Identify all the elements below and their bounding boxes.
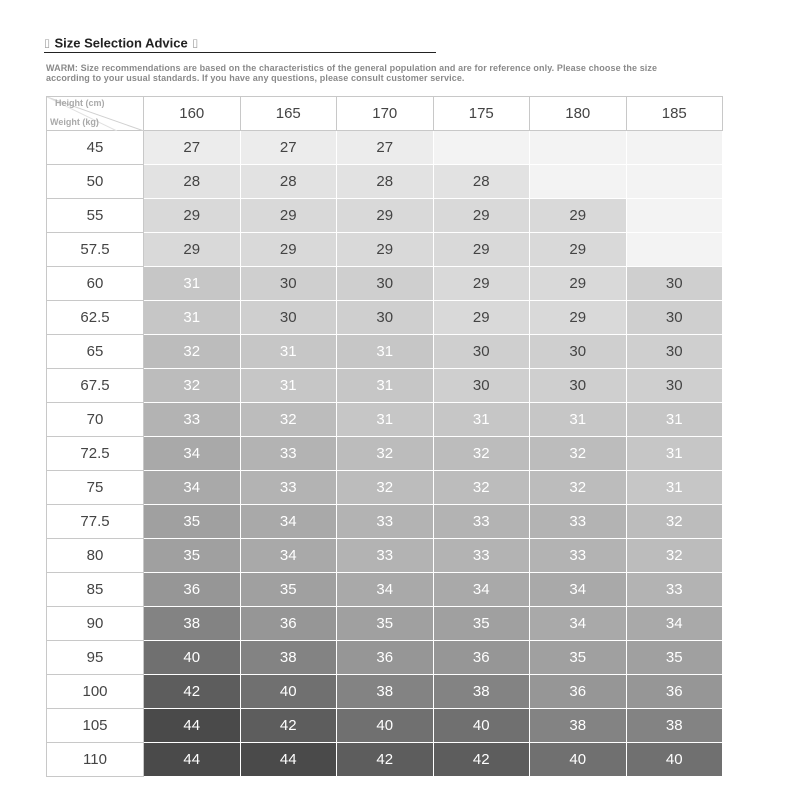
size-cell: 40 <box>144 641 241 675</box>
size-cell: 29 <box>144 199 241 233</box>
size-cell: 30 <box>337 267 434 301</box>
height-column-header: 170 <box>337 97 434 131</box>
size-cell: 30 <box>433 369 530 403</box>
size-cell: 38 <box>337 675 434 709</box>
weight-row-header: 75 <box>47 471 144 505</box>
size-cell: 32 <box>144 369 241 403</box>
corner-header-cell <box>47 97 144 131</box>
size-cell: 42 <box>240 709 337 743</box>
size-cell: 33 <box>144 403 241 437</box>
size-cell: 32 <box>626 539 723 573</box>
warning-notice: WARM: Size recommendations are based on the characteristics of the general population and are for reference only. Please choose the size according to your usual standards. If you have any questions, please consult customer service. <box>46 63 658 83</box>
weight-row-header: 55 <box>47 199 144 233</box>
size-cell: 34 <box>337 573 434 607</box>
size-cell: 40 <box>433 709 530 743</box>
size-cell: 32 <box>530 471 627 505</box>
size-cell: 32 <box>433 471 530 505</box>
size-cell: 31 <box>337 403 434 437</box>
height-column-header: 175 <box>433 97 530 131</box>
weight-row-header: 50 <box>47 165 144 199</box>
size-cell: 29 <box>530 199 627 233</box>
size-cell: 30 <box>433 335 530 369</box>
size-cell: 34 <box>240 539 337 573</box>
size-cell: 35 <box>240 573 337 607</box>
weight-axis-label: Weight (kg) <box>50 117 99 127</box>
height-column-header: 160 <box>144 97 241 131</box>
size-cell: 42 <box>433 743 530 777</box>
size-cell <box>626 199 723 233</box>
size-cell: 34 <box>433 573 530 607</box>
table-row <box>47 573 723 607</box>
size-cell: 33 <box>240 471 337 505</box>
weight-row-header: 85 <box>47 573 144 607</box>
table-row <box>47 607 723 641</box>
size-cell: 44 <box>144 709 241 743</box>
weight-row-header: 95 <box>47 641 144 675</box>
size-cell: 34 <box>144 471 241 505</box>
table-row <box>47 199 723 233</box>
size-cell: 27 <box>337 131 434 165</box>
table-row <box>47 335 723 369</box>
size-cell: 30 <box>337 301 434 335</box>
weight-row-header: 77.5 <box>47 505 144 539</box>
size-cell: 32 <box>144 335 241 369</box>
height-column-header: 180 <box>530 97 627 131</box>
size-cell: 38 <box>530 709 627 743</box>
size-cell: 33 <box>433 539 530 573</box>
size-cell: 34 <box>530 573 627 607</box>
table-row <box>47 233 723 267</box>
table-row <box>47 165 723 199</box>
weight-row-header: 62.5 <box>47 301 144 335</box>
size-cell: 44 <box>144 743 241 777</box>
size-cell: 29 <box>433 233 530 267</box>
size-cell: 32 <box>337 437 434 471</box>
size-cell: 42 <box>144 675 241 709</box>
size-cell: 35 <box>530 641 627 675</box>
size-cell: 40 <box>626 743 723 777</box>
size-cell: 34 <box>530 607 627 641</box>
size-cell: 29 <box>337 199 434 233</box>
size-cell: 31 <box>626 471 723 505</box>
size-cell: 29 <box>337 233 434 267</box>
size-cell: 31 <box>530 403 627 437</box>
size-advice-header <box>44 34 436 53</box>
size-cell: 42 <box>337 743 434 777</box>
table-row <box>47 403 723 437</box>
size-cell: 29 <box>530 301 627 335</box>
size-cell: 38 <box>240 641 337 675</box>
size-cell: 29 <box>530 233 627 267</box>
size-cell: 30 <box>626 335 723 369</box>
table-row <box>47 675 723 709</box>
table-row <box>47 369 723 403</box>
size-cell: 33 <box>626 573 723 607</box>
table-row <box>47 641 723 675</box>
size-cell: 29 <box>144 233 241 267</box>
table-row <box>47 505 723 539</box>
weight-row-header: 65 <box>47 335 144 369</box>
size-cell: 36 <box>337 641 434 675</box>
size-cell: 30 <box>240 267 337 301</box>
weight-row-header: 70 <box>47 403 144 437</box>
size-cell: 36 <box>240 607 337 641</box>
size-cell: 36 <box>144 573 241 607</box>
size-cell <box>626 131 723 165</box>
weight-row-header: 110 <box>47 743 144 777</box>
size-cell: 38 <box>433 675 530 709</box>
height-column-header: 165 <box>240 97 337 131</box>
size-cell <box>626 165 723 199</box>
size-cell: 40 <box>530 743 627 777</box>
table-row <box>47 131 723 165</box>
size-cell: 29 <box>433 199 530 233</box>
size-cell: 31 <box>433 403 530 437</box>
size-cell: 30 <box>626 267 723 301</box>
weight-row-header: 57.5 <box>47 233 144 267</box>
size-cell: 28 <box>337 165 434 199</box>
size-cell: 35 <box>626 641 723 675</box>
weight-row-header: 90 <box>47 607 144 641</box>
size-cell: 38 <box>144 607 241 641</box>
size-cell: 33 <box>530 505 627 539</box>
size-cell: 31 <box>144 301 241 335</box>
size-cell: 31 <box>144 267 241 301</box>
size-cell: 30 <box>530 335 627 369</box>
table-row <box>47 471 723 505</box>
size-cell: 28 <box>144 165 241 199</box>
page-title: Size Selection Advice <box>54 35 188 51</box>
table-row <box>47 539 723 573</box>
size-cell: 32 <box>433 437 530 471</box>
size-cell: 30 <box>240 301 337 335</box>
weight-row-header: 60 <box>47 267 144 301</box>
size-cell: 35 <box>337 607 434 641</box>
size-cell: 27 <box>144 131 241 165</box>
size-cell: 40 <box>337 709 434 743</box>
height-axis-label: Height (cm) <box>55 98 105 108</box>
table-row <box>47 437 723 471</box>
size-cell: 35 <box>144 539 241 573</box>
size-cell: 33 <box>530 539 627 573</box>
size-cell: 34 <box>144 437 241 471</box>
weight-row-header: 105 <box>47 709 144 743</box>
size-cell: 31 <box>337 335 434 369</box>
size-cell: 33 <box>240 437 337 471</box>
size-cell: 40 <box>240 675 337 709</box>
weight-row-header: 80 <box>47 539 144 573</box>
size-cell: 33 <box>433 505 530 539</box>
size-cell: 30 <box>626 301 723 335</box>
table-row <box>47 301 723 335</box>
size-cell: 29 <box>433 301 530 335</box>
size-cell: 44 <box>240 743 337 777</box>
size-cell: 38 <box>626 709 723 743</box>
size-cell: 27 <box>240 131 337 165</box>
size-cell: 28 <box>433 165 530 199</box>
size-cell: 29 <box>240 199 337 233</box>
bracket-right-glyph: ▯ <box>192 37 199 50</box>
size-cell: 36 <box>626 675 723 709</box>
weight-row-header: 72.5 <box>47 437 144 471</box>
size-cell: 28 <box>240 165 337 199</box>
weight-row-header: 100 <box>47 675 144 709</box>
size-chart-body <box>47 131 723 777</box>
size-cell: 32 <box>530 437 627 471</box>
size-cell: 34 <box>626 607 723 641</box>
height-column-header: 185 <box>626 97 723 131</box>
size-cell: 31 <box>240 335 337 369</box>
size-cell <box>626 233 723 267</box>
size-cell: 31 <box>337 369 434 403</box>
size-cell <box>530 131 627 165</box>
size-cell: 34 <box>240 505 337 539</box>
size-cell: 36 <box>433 641 530 675</box>
size-cell: 30 <box>626 369 723 403</box>
size-cell <box>530 165 627 199</box>
size-cell: 36 <box>530 675 627 709</box>
size-cell <box>433 131 530 165</box>
size-cell: 29 <box>433 267 530 301</box>
size-cell: 33 <box>337 505 434 539</box>
table-row <box>47 267 723 301</box>
size-cell: 31 <box>240 369 337 403</box>
table-row <box>47 709 723 743</box>
table-row <box>47 743 723 777</box>
size-cell: 33 <box>337 539 434 573</box>
size-chart-table <box>46 96 723 777</box>
weight-row-header: 67.5 <box>47 369 144 403</box>
weight-row-header: 45 <box>47 131 144 165</box>
size-cell: 29 <box>240 233 337 267</box>
size-cell: 32 <box>240 403 337 437</box>
size-cell: 35 <box>433 607 530 641</box>
size-cell: 31 <box>626 403 723 437</box>
size-cell: 31 <box>626 437 723 471</box>
size-cell: 35 <box>144 505 241 539</box>
size-cell: 32 <box>626 505 723 539</box>
size-cell: 30 <box>530 369 627 403</box>
height-header-row <box>47 97 723 131</box>
size-cell: 32 <box>337 471 434 505</box>
size-cell: 29 <box>530 267 627 301</box>
bracket-left-glyph: ▯ <box>44 37 51 50</box>
